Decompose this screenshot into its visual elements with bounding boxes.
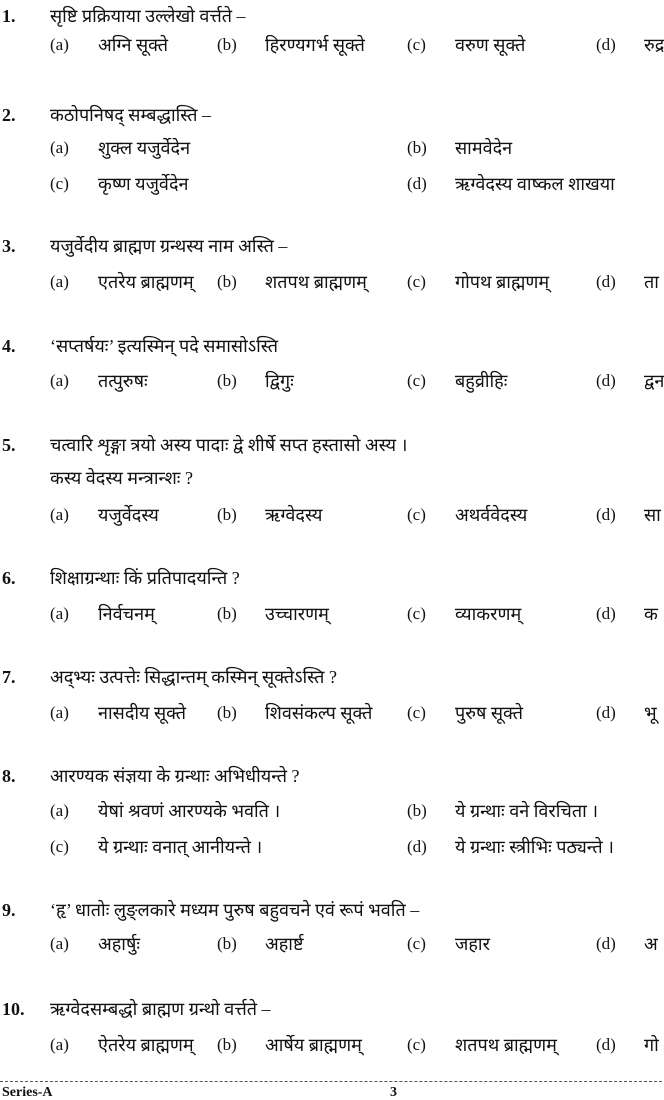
- option-d-text: अ: [644, 934, 658, 954]
- option-a-text: अग्नि सूक्ते: [98, 35, 169, 55]
- question-text: ऋग्वेदसम्बद्धो ब्राह्मण ग्रन्थो वर्त्तते –: [50, 999, 271, 1019]
- option-d-text: क: [644, 604, 658, 624]
- option-c-label: (c): [407, 1035, 426, 1054]
- option-d-text: भू: [644, 703, 657, 723]
- option-d-label: (d): [596, 703, 616, 722]
- option-b-text: ऋग्वेदस्य: [265, 505, 323, 525]
- option-c-label: (c): [407, 35, 426, 54]
- option-c-text: कृष्ण यजुर्वेदेन: [98, 174, 189, 194]
- option-c-text: गोपथ ब्राह्मणम्: [455, 272, 550, 292]
- option-d-label: (d): [596, 1035, 616, 1054]
- question-text: शिक्षाग्रन्थाः किं प्रतिपादयन्ति ?: [50, 568, 240, 588]
- option-a-label: (a): [50, 138, 69, 157]
- question-number: 1.: [2, 6, 16, 26]
- question-text: यजुर्वेदीय ब्राह्मण ग्रन्थस्य नाम अस्ति –: [50, 236, 288, 256]
- option-a-text: नासदीय सूक्ते: [98, 703, 187, 723]
- option-c-label: (c): [407, 604, 426, 623]
- option-a-label: (a): [50, 35, 69, 54]
- option-a-text: एतरेय ब्राह्मणम्: [98, 272, 194, 292]
- option-c-text: वरुण सूक्ते: [455, 35, 526, 55]
- option-c-text: बहुव्रीहिः: [455, 371, 508, 391]
- option-b-label: (b): [407, 801, 427, 820]
- question-number: 10.: [2, 999, 25, 1019]
- question-text: सृष्टि प्रक्रियाया उल्लेखो वर्त्तते –: [50, 6, 246, 26]
- option-b-text: आर्षेय ब्राह्मणम्: [265, 1035, 362, 1055]
- option-a-text: यजुर्वेदस्य: [98, 505, 159, 525]
- question-number: 3.: [2, 236, 16, 256]
- page-number: 3: [390, 1085, 397, 1100]
- option-b-text: द्विगुः: [265, 371, 294, 391]
- question-number: 2.: [2, 105, 16, 125]
- option-a-label: (a): [50, 934, 69, 953]
- option-d-label: (d): [596, 272, 616, 291]
- option-d-label: (d): [596, 505, 616, 524]
- option-b-label: (b): [217, 1035, 237, 1054]
- option-c-text: व्याकरणम्: [455, 604, 522, 624]
- option-b-text: शिवसंकल्प सूक्ते: [265, 703, 373, 723]
- option-c-text: पुरुष सूक्ते: [455, 703, 523, 723]
- question-text: ‘हृ’ धातोः लुङ्लकारे मध्यम पुरुष बहुवचने एवं रूपं भवति –: [50, 900, 420, 920]
- option-d-label: (d): [596, 371, 616, 390]
- option-c-label: (c): [407, 272, 426, 291]
- option-a-label: (a): [50, 1035, 69, 1054]
- option-d-text: ये ग्रन्थाः स्त्रीभिः पठ्यन्ते ।: [455, 837, 614, 857]
- option-a-label: (a): [50, 371, 69, 390]
- option-c-label: (c): [50, 837, 69, 856]
- option-d-text: ऋग्वेदस्य वाष्कल शाखया: [455, 174, 615, 194]
- option-d-label: (d): [596, 934, 616, 953]
- option-a-text: तत्पुरुषः: [98, 371, 148, 391]
- question-text: अद्भ्यः उत्पत्तेः सिद्धान्तम् कस्मिन् सूक्तेऽस्ति ?: [50, 667, 337, 687]
- option-b-label: (b): [217, 505, 237, 524]
- option-d-label: (d): [407, 174, 427, 193]
- option-a-label: (a): [50, 604, 69, 623]
- option-a-text: निर्वचनम्: [98, 604, 155, 624]
- option-c-label: (c): [407, 505, 426, 524]
- option-a-text: ऐतरेय ब्राह्मणम्: [98, 1035, 194, 1055]
- option-b-label: (b): [217, 934, 237, 953]
- option-c-label: (c): [407, 934, 426, 953]
- option-d-text: ता: [644, 272, 659, 292]
- option-b-text: ये ग्रन्थाः वने विरचिता ।: [455, 801, 599, 821]
- option-b-text: अहार्ष्ट: [265, 934, 304, 954]
- option-c-text: जहार: [455, 934, 490, 954]
- option-d-text: द्वन: [644, 371, 664, 391]
- option-c-label: (c): [407, 703, 426, 722]
- option-d-label: (d): [596, 35, 616, 54]
- option-b-label: (b): [217, 272, 237, 291]
- question-number: 9.: [2, 900, 16, 920]
- option-c-text: ये ग्रन्थाः वनात् आनीयन्ते ।: [98, 837, 263, 857]
- option-a-label: (a): [50, 801, 69, 820]
- option-a-text: येषां श्रवणं आरण्यके भवति ।: [98, 801, 281, 821]
- option-a-label: (a): [50, 505, 69, 524]
- option-b-text: हिरण्यगर्भ सूक्ते: [265, 35, 365, 55]
- question-number: 6.: [2, 568, 16, 588]
- option-b-label: (b): [217, 604, 237, 623]
- option-b-label: (b): [217, 371, 237, 390]
- question-text: ‘सप्तर्षयः’ इत्यस्मिन् पदे समासोऽस्ति: [50, 336, 279, 356]
- question-number: 8.: [2, 766, 16, 786]
- option-c-label: (c): [50, 174, 69, 193]
- option-a-text: अहार्षुः: [98, 934, 141, 954]
- option-c-text: अथर्ववेदस्य: [455, 505, 528, 525]
- option-b-label: (b): [217, 703, 237, 722]
- option-a-label: (a): [50, 703, 69, 722]
- question-text: चत्वारि शृङ्गा त्रयो अस्य पादाः द्वे शीर्षे सप्त हस्तासो अस्य ।: [50, 435, 408, 455]
- series-label: Series-A: [2, 1085, 53, 1100]
- question-text: कठोपनिषद् सम्बद्धास्ति –: [50, 105, 212, 125]
- option-d-text: रुद्र: [644, 35, 664, 55]
- option-d-label: (d): [407, 837, 427, 856]
- question-text: आरण्यक संज्ञया के ग्रन्थाः अभिधीयन्ते ?: [50, 766, 300, 786]
- question-number: 5.: [2, 435, 16, 455]
- question-number: 7.: [2, 667, 16, 687]
- option-b-text: उच्चारणम्: [265, 604, 329, 624]
- question-number: 4.: [2, 336, 16, 356]
- option-a-label: (a): [50, 272, 69, 291]
- footer-divider: [0, 1081, 662, 1082]
- option-d-text: गो: [644, 1035, 659, 1055]
- option-b-label: (b): [217, 35, 237, 54]
- option-a-text: शुक्ल यजुर्वेदेन: [98, 138, 191, 158]
- option-d-text: सा: [644, 505, 661, 525]
- option-b-label: (b): [407, 138, 427, 157]
- question-text-line-2: कस्य वेदस्य मन्त्रान्शः ?: [50, 468, 193, 488]
- option-d-label: (d): [596, 604, 616, 623]
- option-c-label: (c): [407, 371, 426, 390]
- option-c-text: शतपथ ब्राह्मणम्: [455, 1035, 557, 1055]
- option-b-text: शतपथ ब्राह्मणम्: [265, 272, 367, 292]
- option-b-text: सामवेदेन: [455, 138, 513, 158]
